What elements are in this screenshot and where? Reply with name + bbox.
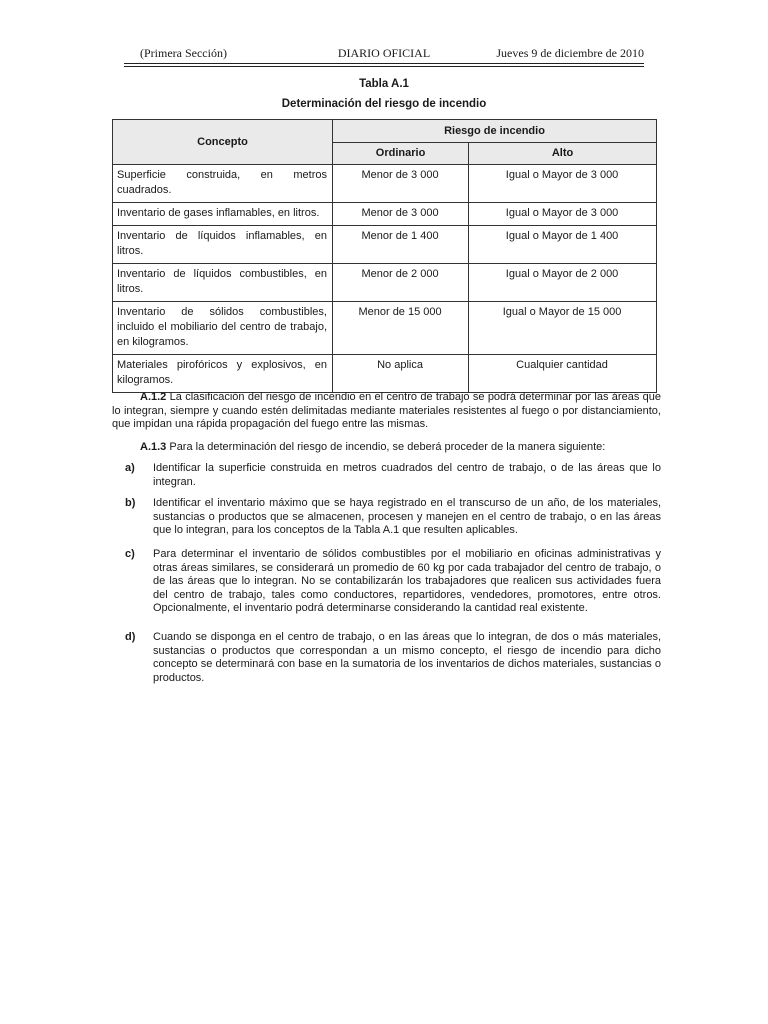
list-text: Para determinar el inventario de sólidos combustibles por el mobiliario en oficinas administrativas y otras áreas similares, se considerará un promedio de 60 kg por cada trabajador del centro de trabajo, o de las áreas que lo integran. No se contabilizarán los trabajadores que realicen sus actividades fuera del centro de trabajo, tales como conductores, repartidores, vendedores, promotores, entre otros. Opcionalmente, el inventario podrá determinarse considerando la cantidad real existente. [153,548,661,614]
section-number-a12: A.1.2 [140,391,167,403]
section-number-a13: A.1.3 [140,441,167,453]
list-text: Identificar la superficie construida en metros cuadrados del centro de trabajo, o de las áreas que lo integran. [153,462,661,488]
cell-concepto: Superficie construida, en metros cuadrados. [113,165,333,203]
fire-risk-table [112,119,657,393]
header-date: Jueves 9 de diciembre de 2010 [496,46,644,60]
cell-alto: Igual o Mayor de 2 000 [469,264,657,302]
table-row [113,264,657,302]
cell-concepto: Inventario de líquidos combustibles, en litros. [113,264,333,302]
header-concepto: Concepto [113,120,333,165]
table-subtitle: Determinación del riesgo de incendio [281,98,487,110]
cell-concepto: Inventario de gases inflamables, en litros. [113,203,333,226]
list-text: Identificar el inventario máximo que se haya registrado en el transcurso de un año, de los materiales, sustancias o productos que se almacenen, procesen y manejen en el centro de trabajo, o en las áreas que lo integran, para los conceptos de la Tabla A.1 que resulten aplicables. [153,497,661,536]
list-label: d) [125,631,136,643]
cell-concepto: Inventario de sólidos combustibles, incluido el mobiliario del centro de trabajo, en kilogramos. [113,302,333,355]
section-text-a12: La clasificación del riesgo de incendio en el centro de trabajo se podrá determinar por las áreas que lo integran, siempre y cuando estén delimitadas mediante materiales resistentes al fuego o por distanciamiento, que impidan una rápida propagación del fuego entre las mismas. [112,391,661,430]
cell-alto: Igual o Mayor de 3 000 [469,165,657,203]
table-row [113,203,657,226]
section-text-a13: Para la determinación del riesgo de incendio, se deberá proceder de la manera siguiente: [166,441,606,453]
cell-concepto: Materiales pirofóricos y explosivos, en kilogramos. [113,355,333,393]
cell-alto: Igual o Mayor de 15 000 [469,302,657,355]
list-label: b) [125,497,136,509]
list-label: c) [125,548,135,560]
cell-ordinario: Menor de 1 400 [333,226,469,264]
list-item [125,548,661,616]
header-ordinario: Ordinario [333,143,469,165]
cell-ordinario: Menor de 3 000 [333,165,469,203]
cell-ordinario: Menor de 3 000 [333,203,469,226]
table-title: Tabla A.1 [359,78,409,90]
header-section: (Primera Sección) [140,46,227,60]
header-alto: Alto [469,143,657,165]
table-row [113,226,657,264]
list-item [125,497,661,538]
header-publication: DIARIO OFICIAL [337,46,431,60]
cell-ordinario: No aplica [333,355,469,393]
cell-ordinario: Menor de 2 000 [333,264,469,302]
cell-alto: Igual o Mayor de 3 000 [469,203,657,226]
header-rule-bottom [124,66,644,67]
table-row [113,302,657,355]
table-row [113,355,657,393]
list-text: Cuando se disponga en el centro de trabajo, o en las áreas que lo integran, de dos o más materiales, sustancias o productos que correspondan a un mismo concepto, el riesgo de incendio para dicho concepto se determinará con base en la sumatoria de los inventarios de dichos materiales, sustancias o productos. [153,631,661,684]
header-riesgo-incendio: Riesgo de incendio [333,120,657,143]
cell-alto: Cualquier cantidad [469,355,657,393]
page-header [124,46,644,62]
paragraph-a12 [112,391,661,432]
table-row [113,165,657,203]
cell-concepto: Inventario de líquidos inflamables, en litros. [113,226,333,264]
list-item [125,462,661,489]
list-item [125,631,661,685]
cell-ordinario: Menor de 15 000 [333,302,469,355]
list-label: a) [125,462,135,474]
cell-alto: Igual o Mayor de 1 400 [469,226,657,264]
paragraph-a13 [112,441,661,455]
header-rule-top [124,63,644,64]
